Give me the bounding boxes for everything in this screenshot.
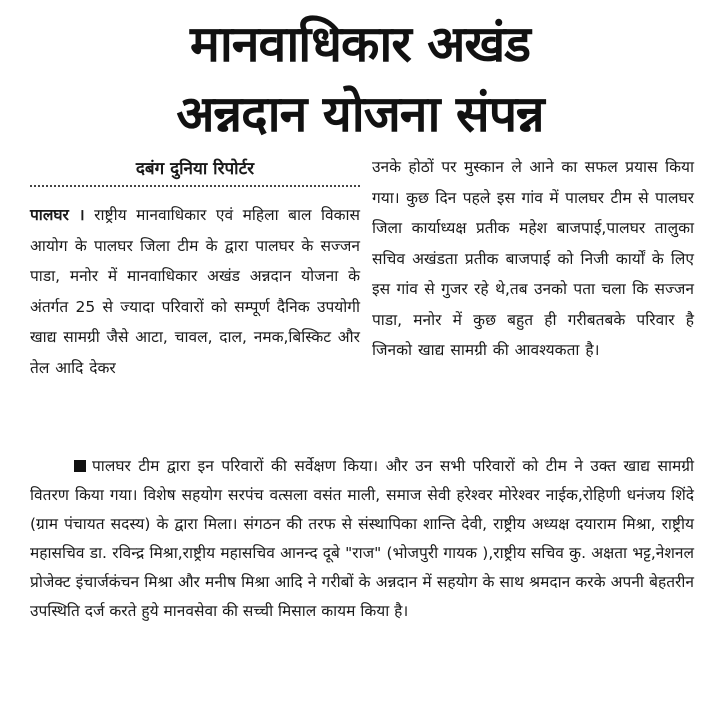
headline-line-2: अन्नदान योजना संपन्न [176, 85, 544, 143]
dateline-place: पालघर । [30, 206, 85, 224]
article-paragraph-bottom [30, 452, 694, 626]
headline-line-1: मानवाधिकार अखंड [189, 15, 531, 73]
paragraph-bullet-icon [74, 460, 86, 472]
article-text-right: उनके होठों पर मुस्कान ले आने का सफल प्रयास किया गया। कुछ दिन पहले इस गांव में पालघर टीम से पालघर जिला कार्याध्यक्ष प्रतीक महेश बाजपाई,पालघर तालुका सचिव अखंडता प्रतीक बाजपाई को निजी कार्यों के लिए इस गांव से गुजर रहे थे,तब उनको पता चला कि सज्जन पाडा, मनोर में कुछ बहुत ही गरीबतबके परिवार है जिनको खाद्य सामग्री की आवश्यकता है। [372, 158, 694, 359]
article-column-left [30, 200, 360, 383]
article-text-bottom: पालघर टीम द्वारा इन परिवारों की सर्वेक्षण किया। और उन सभी परिवारों को टीम ने उक्त खाद्य सामग्री वितरण किया गया। विशेष सहयोग सरपंच वत्सला वसंत माली, समाज सेवी हरेश्वर मोरेश्वर नाईक,रोहिणी धनंजय शिंदे (ग्राम पंचायत सदस्य) के द्वारा मिला। संगठन की तरफ से संस्थापिका शान्ति देवी, राष्ट्रीय अध्यक्ष दयाराम मिश्रा, राष्ट्रीय महासचिव डा. रविन्द्र मिश्रा,राष्ट्रीय महासचिव आनन्द दूबे "राज" (भोजपुरी गायक ),राष्ट्रीय सचिव कु. अक्षता भट्ट,नेशनल प्रोजेक्ट इंचार्जकंचन मिश्रा और मनीष मिश्रा आदि ने गरीबों के अन्नदान में सहयोग के साथ श्रमदान करके अपनी बेहतरीन उपस्थिति दर्ज करते हुये मानवसेवा की सच्ची मिसाल कायम किया है। [30, 457, 694, 620]
article-column-right [372, 152, 694, 366]
byline: दबंग दुनिया रिपोर्टर [30, 156, 360, 187]
article-text-left: राष्ट्रीय मानवाधिकार एवं महिला बाल विकास आयोग के पालघर जिला टीम के द्वारा पालघर के सज्जन पाडा, मनोर में मानवाधिकार अखंड अन्नदान योजना के अंतर्गत 25 से ज्यादा परिवारों को सम्पूर्ण दैनिक उपयोगी खाद्य सामग्री जैसे आटा, चावल, दाल, नमक,बिस्किट और तेल आदि देकर [30, 206, 360, 377]
